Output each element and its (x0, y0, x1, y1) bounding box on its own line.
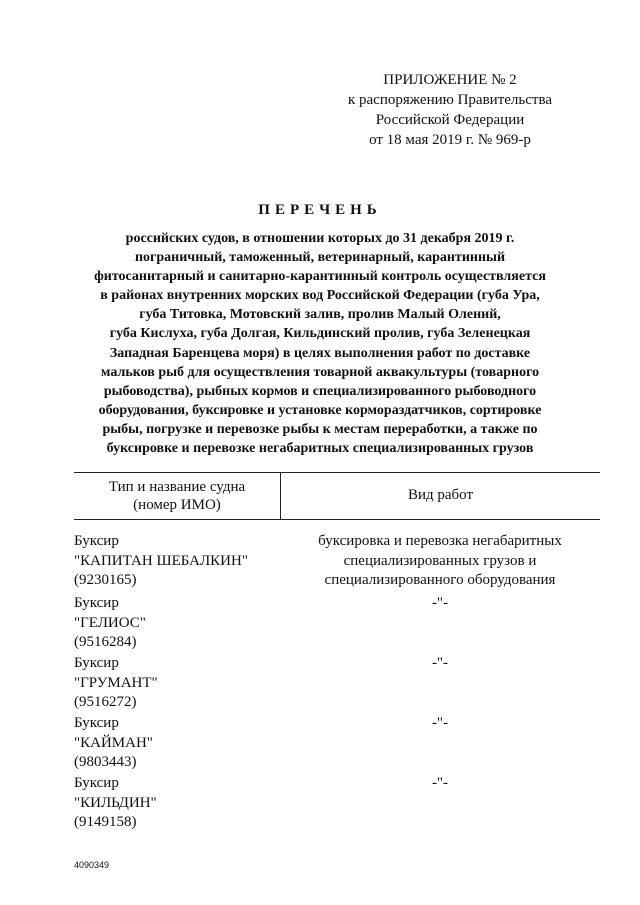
work-cell (280, 532, 600, 594)
header-work-type: Вид работ (407, 487, 474, 503)
header-vessel-name (74, 478, 280, 514)
work-ditto: -"- (431, 595, 449, 611)
work-ditto: -"- (431, 655, 449, 671)
vessel-cell (74, 654, 280, 714)
subtitle-line: Западная Баренцева моря) в целях выполнения работ по доставке (109, 345, 531, 361)
vessel-cell (74, 532, 280, 594)
subtitle-line: рыбоводства), рыбных кормов и специализированного рыбоводного (103, 383, 537, 399)
table-row (74, 532, 600, 594)
appendix-block (300, 70, 600, 150)
vessel-imo: (9230165) (74, 572, 137, 588)
vessel-type: Буксир (74, 715, 119, 731)
vessel-cell (74, 714, 280, 774)
document-subtitle (60, 229, 580, 458)
work-line: специализированных грузов и (343, 552, 537, 569)
vessel-name: "КАПИТАН ШЕБАЛКИН" (74, 552, 248, 569)
subtitle-line: буксировке и перевозке негабаритных специализированных грузов (106, 441, 534, 457)
subtitle-line: рыбы, погрузке и перевозке рыбы к местам переработки, а также по (102, 421, 538, 437)
vessel-cell (74, 594, 280, 654)
vessel-type: Буксир (74, 775, 119, 791)
table-body (74, 520, 600, 834)
work-cell (280, 594, 600, 654)
vessel-name: "ГЕЛИОС" (74, 614, 146, 631)
work-line: специализированного оборудования (324, 572, 556, 588)
appendix-authority: Российской Федерации (375, 112, 525, 128)
work-ditto: -"- (431, 775, 449, 791)
work-cell (280, 714, 600, 774)
work-ditto: -"- (431, 715, 449, 731)
vessel-imo: (9803443) (74, 754, 137, 770)
vessel-imo: (9516272) (74, 694, 137, 710)
subtitle-line: пограничный, таможенный, ветеринарный, карантинный (134, 250, 506, 266)
vessel-name: "ГРУМАНТ" (74, 674, 158, 691)
table-row (74, 714, 600, 774)
table-row (74, 774, 600, 834)
vessels-table (74, 472, 600, 834)
table-row (74, 654, 600, 714)
vessel-name: "КИЛЬДИН" (74, 794, 157, 811)
appendix-date-number: от 18 мая 2019 г. № 969-р (369, 132, 531, 148)
vessel-imo: (9149158) (74, 814, 137, 830)
document-title: ПЕРЕЧЕНЬ (258, 202, 382, 218)
appendix-title: ПРИЛОЖЕНИЕ № 2 (383, 72, 517, 88)
work-cell (280, 774, 600, 834)
subtitle-line: губа Кислуха, губа Долгая, Кильдинский пролив, губа Зеленецкая (109, 326, 531, 342)
table-row (74, 594, 600, 654)
vessel-name: "КАЙМАН" (74, 734, 153, 751)
vessel-type: Буксир (74, 533, 119, 549)
vessel-imo: (9516284) (74, 634, 137, 650)
appendix-reference: к распоряжению Правительства (347, 92, 552, 108)
subtitle-line: губа Титовка, Мотовский залив, пролив Малый Олений, (139, 307, 501, 323)
subtitle-line: российских судов, в отношении которых до 31 декабря 2019 г. (125, 231, 515, 246)
vessel-type: Буксир (74, 595, 119, 611)
subtitle-line: оборудования, буксировке и установке кормораздатчиков, сортировке (98, 402, 542, 418)
subtitle-line: фитосанитарный и санитарно-карантинный контроль осуществляется (94, 269, 546, 285)
vessel-type: Буксир (74, 655, 119, 671)
table-header (74, 472, 600, 520)
work-line: буксировка и перевозка негабаритных (318, 533, 562, 549)
header-vessel-name-line1: Тип и название судна (108, 479, 246, 495)
vessel-cell (74, 774, 280, 834)
subtitle-line: мальков рыб для осуществления товарной аквакультуры (товарного (100, 364, 540, 380)
header-vessel-name-line2: (номер ИМО) (133, 497, 221, 513)
work-cell (280, 654, 600, 714)
subtitle-line: в районах внутренних морских вод Российской Федерации (губа Ура, (100, 288, 540, 304)
footer-code: 4090349 (74, 860, 110, 870)
